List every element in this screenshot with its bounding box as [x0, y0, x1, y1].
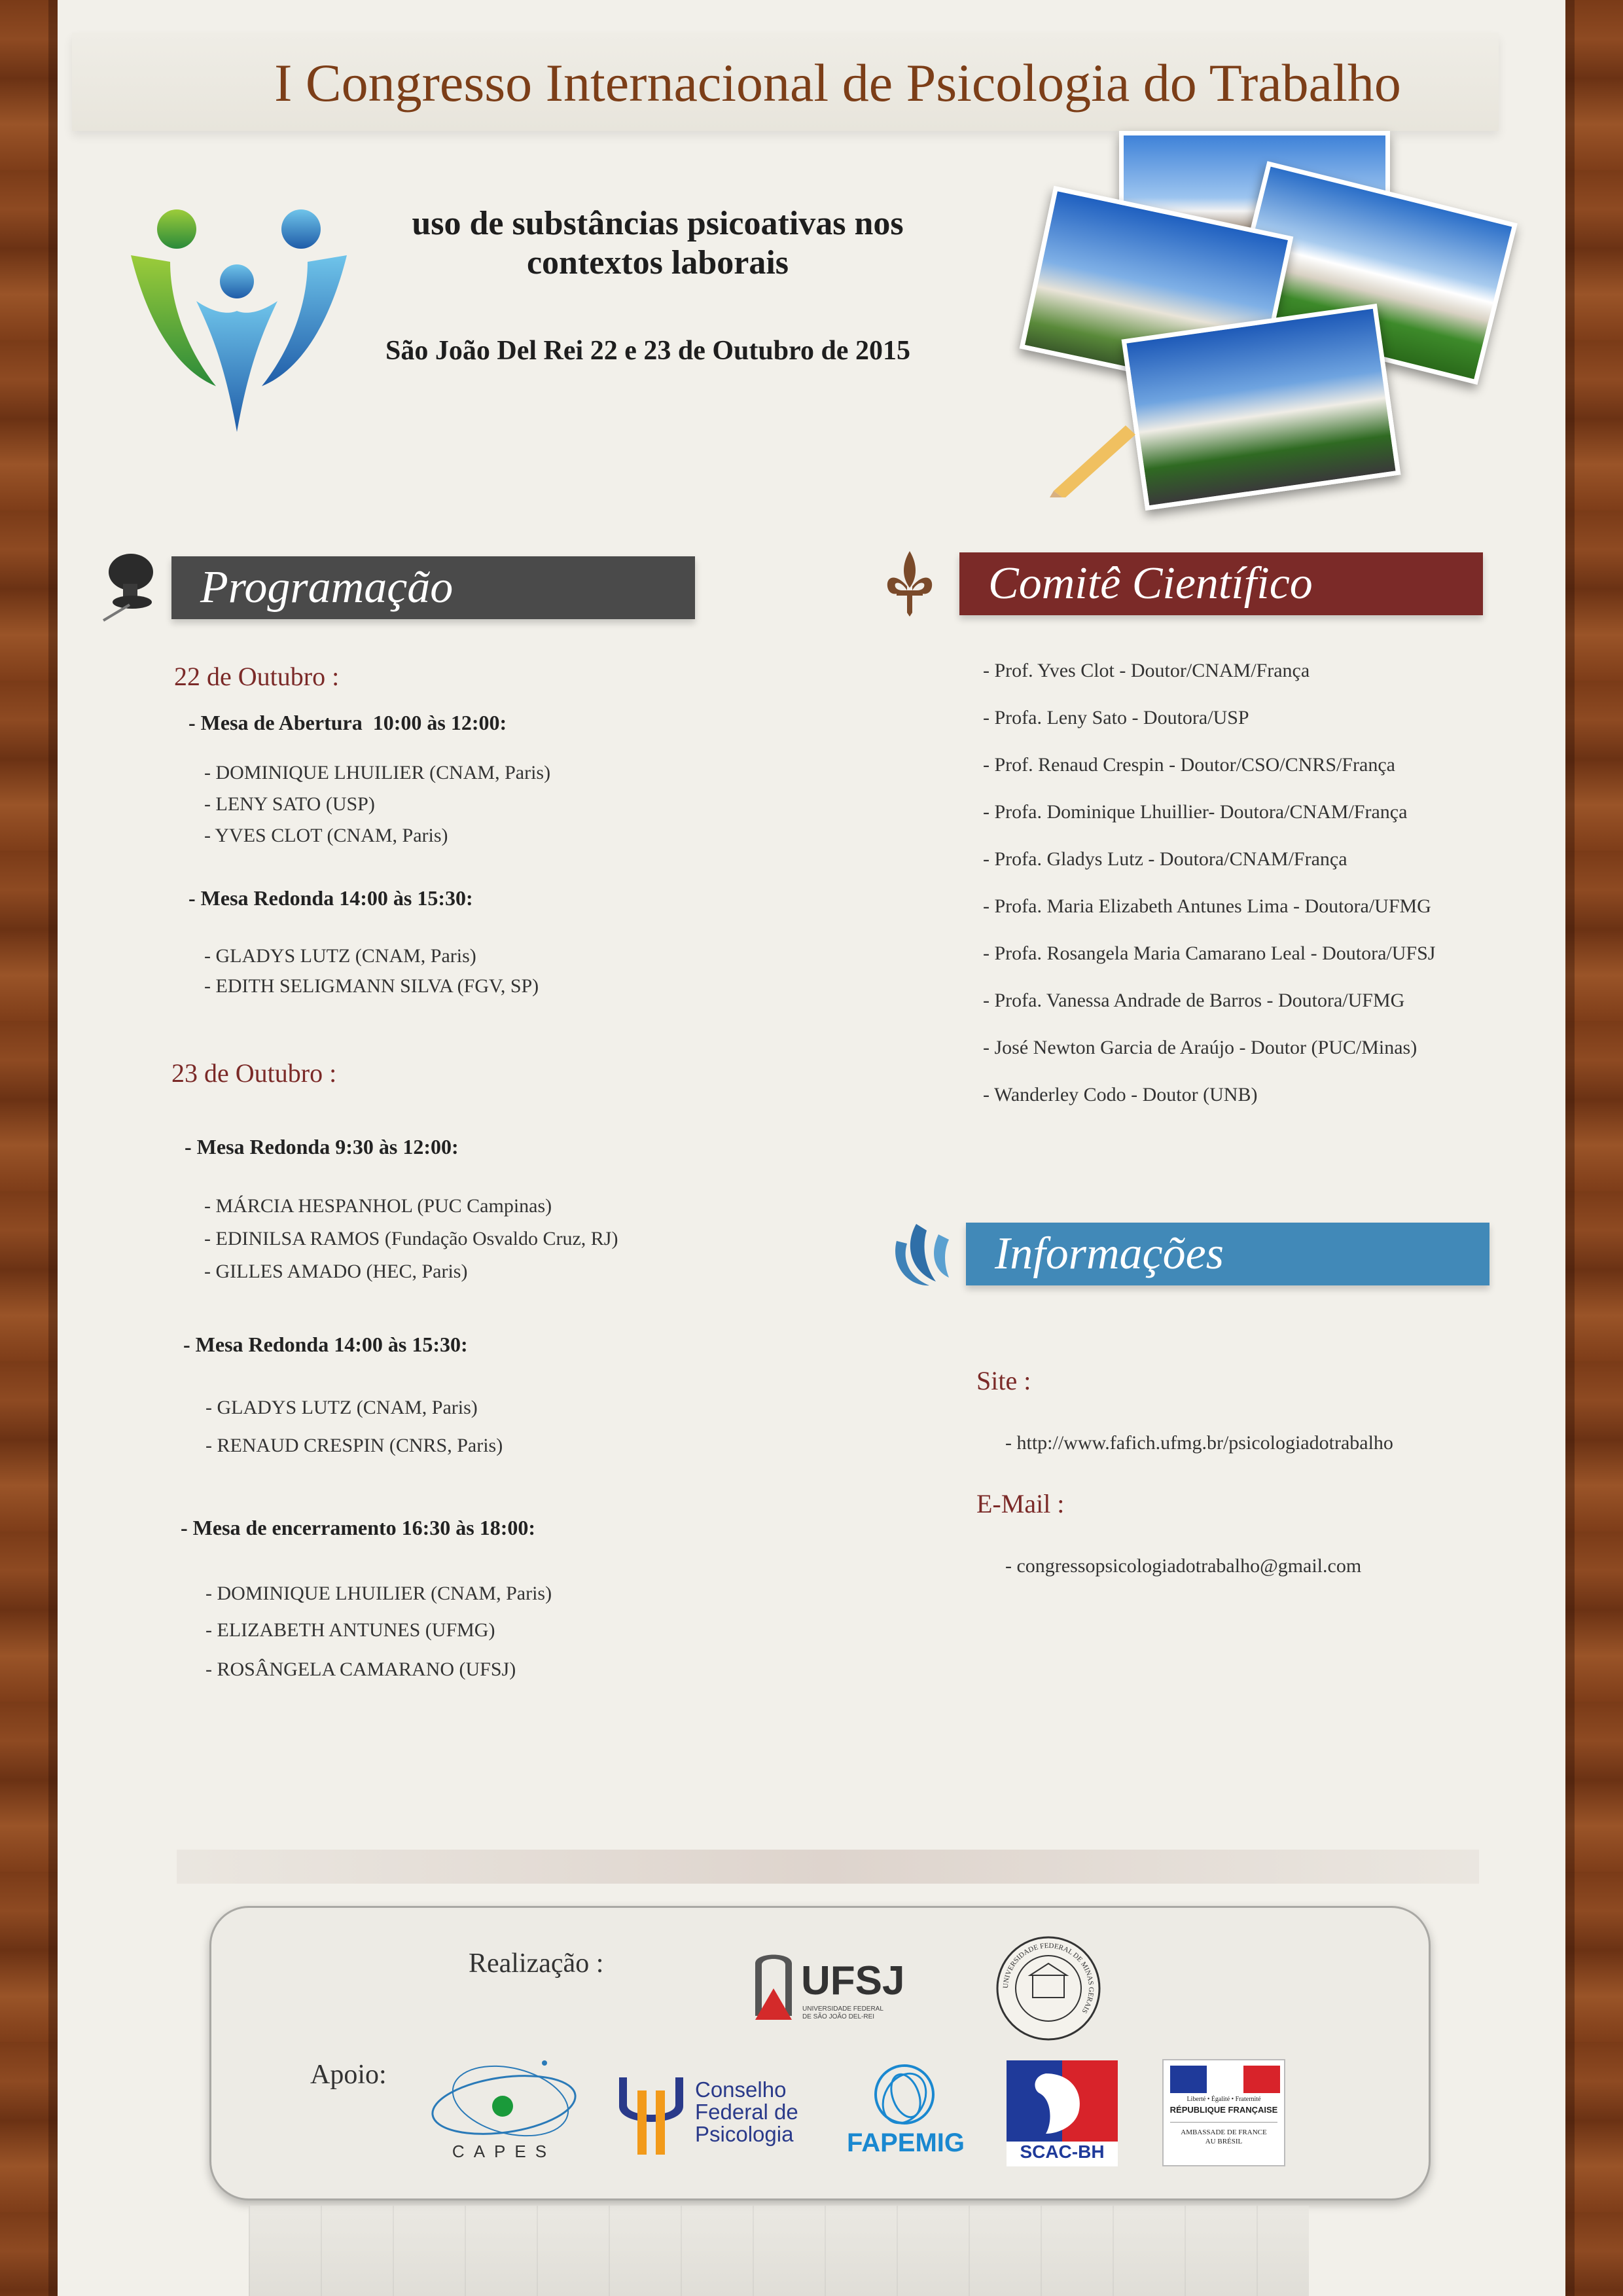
- speaker: - GILLES AMADO (HEC, Paris): [204, 1261, 468, 1282]
- embassy-divider: [1170, 2122, 1277, 2123]
- session-title: - Mesa Redonda 14:00 às 15:30:: [188, 886, 473, 910]
- speaker: - ROSÂNGELA CAMARANO (UFSJ): [205, 1659, 516, 1680]
- ufsj-name: UFSJ: [801, 1958, 905, 2003]
- cfp-logo: [615, 2075, 812, 2160]
- speaker: - ELIZABETH ANTUNES (UFMG): [205, 1619, 495, 1641]
- capes-logo: [425, 2055, 602, 2166]
- ufsj-mark-icon: [753, 1948, 794, 2021]
- wood-frame-left: [0, 0, 58, 2296]
- embassy-line-2: AU BRÉSIL: [1205, 2138, 1243, 2145]
- fapemig-swirl-icon: [840, 2059, 971, 2131]
- committee-member: - Profa. Leny Sato - Doutora/USP: [983, 707, 1249, 728]
- speaker: - EDITH SELIGMANN SILVA (FGV, SP): [204, 975, 539, 997]
- flag-blue: [1170, 2066, 1207, 2093]
- cfp-line-3: Psicologia: [695, 2122, 794, 2146]
- speaker: - DOMINIQUE LHUILIER (CNAM, Paris): [204, 762, 551, 783]
- subtitle-line-1: uso de substâncias psicoativas nos: [412, 205, 904, 242]
- session-title: - Mesa Redonda 14:00 às 15:30:: [183, 1333, 468, 1356]
- email-label: E-Mail :: [976, 1489, 1065, 1518]
- speaker: - MÁRCIA HESPANHOL (PUC Campinas): [204, 1195, 552, 1217]
- france-embassy-logo: [1162, 2059, 1285, 2166]
- scac-bh-logo: [1007, 2060, 1118, 2166]
- bottom-decorative-paper: [249, 2206, 1309, 2296]
- ufmg-seal: [995, 1935, 1102, 2042]
- congress-title: I Congresso Internacional de Psicologia do Trabalho: [274, 53, 1401, 113]
- committee-member: - José Newton Garcia de Araújo - Doutor (PUC/Minas): [983, 1037, 1418, 1058]
- speaker: - GLADYS LUTZ (CNAM, Paris): [204, 945, 476, 967]
- session-title: - Mesa de Abertura 10:00 às 12:00:: [188, 711, 507, 734]
- speaker: - DOMINIQUE LHUILIER (CNAM, Paris): [205, 1583, 552, 1604]
- seal-icon: [995, 1935, 1102, 2042]
- informacoes-header: Informações: [966, 1223, 1489, 1285]
- realizacao-label: Realização :: [469, 1948, 604, 1979]
- committee-member: - Profa. Rosangela Maria Camarano Leal - Doutora/UFSJ: [983, 942, 1436, 964]
- day-label: 23 de Outubro :: [171, 1058, 337, 1088]
- photo-collage: [1021, 131, 1505, 511]
- capes-text: CAPES: [452, 2142, 556, 2161]
- committee-member: - Prof. Yves Clot - Doutor/CNAM/França: [983, 660, 1310, 681]
- committee-member: - Profa. Gladys Lutz - Doutora/CNAM/França: [983, 848, 1347, 870]
- seal-text: UNIVERSIDADE FEDERAL DE MINAS GERAIS: [1001, 1941, 1096, 2015]
- speaker: - EDINILSA RAMOS (Fundação Osvaldo Cruz, RJ): [204, 1228, 618, 1249]
- scac-text: SCAC-BH: [1020, 2142, 1105, 2162]
- programacao-header: Programação: [171, 556, 695, 619]
- blue-flame-icon: [883, 1215, 955, 1293]
- france-republic: RÉPUBLIQUE FRANÇAISE: [1169, 2105, 1278, 2115]
- cfp-line-1: Conselho: [695, 2077, 787, 2102]
- embassy-line-1: AMBASSADE DE FRANCE: [1181, 2128, 1267, 2136]
- site-label: Site :: [976, 1366, 1031, 1395]
- comite-header: Comitê Científico: [959, 552, 1483, 615]
- committee-member: - Prof. Renaud Crespin - Doutor/CSO/CNRS/França: [983, 754, 1395, 776]
- ufsj-sub1: UNIVERSIDADE FEDERAL: [802, 2005, 883, 2013]
- email-link[interactable]: - congressopsicologiadotrabalho@gmail.com: [1005, 1555, 1362, 1577]
- pencil-icon: [1047, 419, 1139, 497]
- ufsj-sub2: DE SÃO JOÃO DEL-REI: [802, 2013, 875, 2020]
- speaker: - YVES CLOT (CNAM, Paris): [204, 825, 448, 846]
- subtitle-line-2: contextos laborais: [526, 244, 789, 281]
- fapemig-text: FAPEMIG: [846, 2128, 965, 2157]
- flag-red: [1243, 2066, 1280, 2093]
- france-motto: Liberté • Égalité • Fraternité: [1186, 2096, 1261, 2103]
- date-location: São João Del Rei 22 e 23 de Outubro de 2015: [385, 336, 910, 366]
- fapemig-logo: [840, 2059, 971, 2164]
- committee-member: - Profa. Maria Elizabeth Antunes Lima - Doutora/UFMG: [983, 895, 1431, 917]
- day-label: 22 de Outubro :: [174, 662, 340, 691]
- marianne-icon: [1007, 2060, 1118, 2142]
- ufsj-logo: [753, 1948, 905, 2022]
- session-title: - Mesa Redonda 9:30 às 12:00:: [185, 1135, 459, 1158]
- fleur-de-lis-icon: [883, 547, 936, 619]
- speaker: - GLADYS LUTZ (CNAM, Paris): [205, 1397, 478, 1418]
- capes-orbit-icon: [425, 2055, 602, 2140]
- cfp-line-2: Federal de: [695, 2100, 798, 2124]
- speaker: - RENAUD CRESPIN (CNRS, Paris): [205, 1435, 503, 1456]
- committee-member: - Profa. Vanessa Andrade de Barros - Doutora/UFMG: [983, 990, 1405, 1011]
- pushpin-icon: [92, 550, 157, 622]
- congress-logo: [124, 203, 353, 439]
- committee-member: - Profa. Dominique Lhuillier- Doutora/CNAM/França: [983, 801, 1408, 823]
- speaker: - LENY SATO (USP): [204, 793, 375, 815]
- decorative-strip: [177, 1850, 1479, 1884]
- photo-church-palms: [1122, 304, 1401, 511]
- flag-white: [1207, 2066, 1243, 2093]
- site-url-link[interactable]: - http://www.fafich.ufmg.br/psicologiadotrabalho: [1005, 1432, 1393, 1454]
- session-title: - Mesa de encerramento 16:30 às 18:00:: [181, 1516, 536, 1539]
- congress-subtitle: [340, 204, 975, 283]
- psi-icon: [615, 2075, 687, 2157]
- committee-member: - Wanderley Codo - Doutor (UNB): [983, 1084, 1258, 1105]
- wood-frame-right: [1565, 0, 1623, 2296]
- apoio-label: Apoio:: [310, 2060, 387, 2090]
